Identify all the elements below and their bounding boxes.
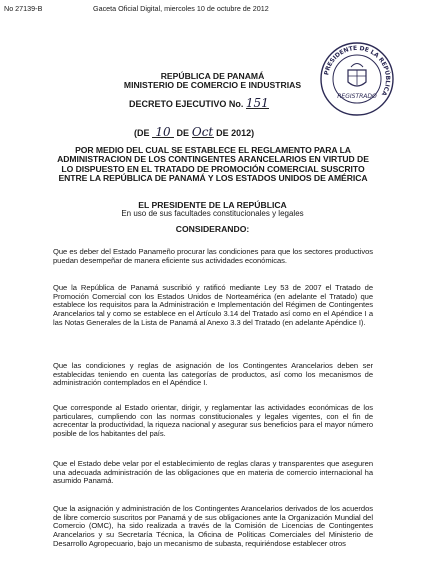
document-id: No 27139-B <box>4 4 43 13</box>
paragraph: Que el Estado debe velar por el establecimiento de reglas claras y transparentes que aseguren una adecuada administración de las obligaciones que en materia de comercio internacional ha asumido Panamá. <box>53 459 373 486</box>
president-subheading: En uso de sus facultades constitucionales y legales <box>121 209 304 218</box>
gazette-header: Gaceta Oficial Digital, miercoles 10 de octubre de 2012 <box>93 4 269 13</box>
decree-title: POR MEDIO DEL CUAL SE ESTABLECE EL REGLAMENTO PARA LA ADMINISTRACION DE LOS CONTINGENTES ARANCELARIOS EN VIRTUD DE LO DISPUESTO EN EL TRATADO DE PROMOCIÓN COMERCIAL SUSCRITO ENTRE LA REPÚBLICA DE PANAMÁ Y LOS ESTADOS UNIDOS DE AMÉRICA <box>57 145 369 184</box>
ministry-heading: MINISTERIO DE COMERCIO E INDUSTRIAS <box>123 80 302 90</box>
decree-number-handwritten: 151 <box>245 96 269 110</box>
decree-label: DECRETO EJECUTIVO No. <box>129 99 244 109</box>
paragraph: Que la asignación y administración de los Contingentes Arancelarios derivados de los acuerdos de libre comercio suscritos por Panamá y de sus obligaciones ante la Organización Mundial del Comercio (OMC), ha sido realizada a través de la Comisión de Licencias de Contingentes Arancelarios y su Secretaría Técnica, la Oficina de Políticas Comerciales del Ministerio de Desarrollo Agropecuario, bajo un mecanismo de subasta, requiriéndose establecer otros <box>53 504 373 548</box>
date-open: (DE <box>134 128 150 138</box>
decree-number-line <box>129 98 269 109</box>
republic-heading: REPÚBLICA DE PANAMÁ <box>160 71 265 81</box>
paragraph: Que corresponde al Estado orientar, dirigir, y reglamentar las actividades económicas de los particulares, cumpliendo con las normas constitucionales y legales vigentes, con el fin de acrecentar la productividad, la riqueza nacional y asegurar sus beneficios para el mayor número posible de los habitantes del país. <box>53 403 373 439</box>
president-heading: EL PRESIDENTE DE LA REPÚBLICA <box>138 200 287 210</box>
date-month-handwritten: Oct <box>191 125 214 139</box>
date-mid: DE <box>176 128 190 138</box>
seal-ring-text: PRESIDENTE DE LA REPÚBLICA <box>323 44 392 97</box>
paragraph: Que la República de Panamá suscribió y ratificó mediante Ley 53 de 2007 el Tratado de Promoción Comercial con los Estados Unidos de Norteamérica (en adelante el Tratado) que establece los requisitos para la Administración e Implementación del Régimen de Contingentes Arancelarios tal y como se establece en el Artículo 3.14 del Tratado así como en el Apéndice I a las Notas Generales de la Lista de Panamá al Anexo 3.3 del Tratado (en adelante Apéndice I). <box>53 283 373 327</box>
considerando-heading: CONSIDERANDO: <box>175 224 250 234</box>
paragraph: Que las condiciones y reglas de asignación de los Contingentes Arancelarios deben ser establecidas teniendo en cuenta las categorías de productos, así como los mecanismos de administración contemplados en el Apéndice I. <box>53 361 373 388</box>
date-close: DE 2012) <box>216 128 255 138</box>
decree-date-line <box>134 127 254 138</box>
seal-registered-text: REGISTRADO <box>337 93 377 100</box>
paragraph: Que es deber del Estado Panameño procurar las condiciones para que los sectores productivos puedan desempeñar de manera eficiente sus actividades económicas. <box>53 247 373 265</box>
date-day-handwritten: 10 <box>152 127 174 138</box>
